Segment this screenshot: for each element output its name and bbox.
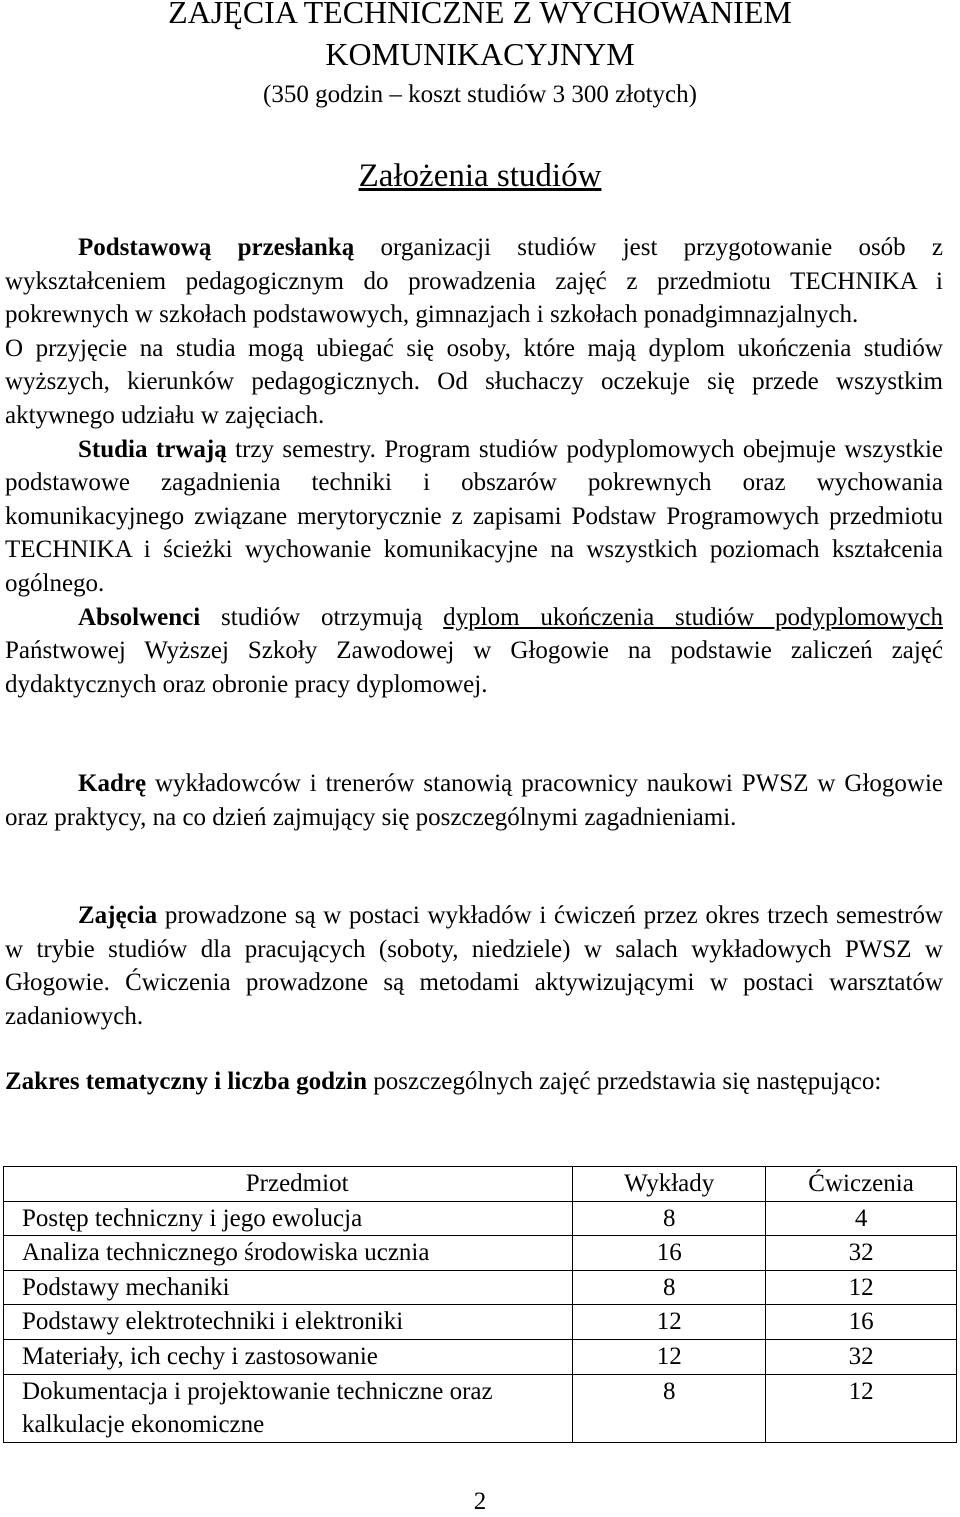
table-cell-exercises: 16 <box>766 1305 957 1340</box>
table-row <box>4 1339 957 1374</box>
paragraph-graduates-text2: Państwowej Wyższej Szkoły Zawodowej w Głogowie na podstawie zaliczeń zajęć dydaktycznych oraz obronie pracy dyplomowej. <box>5 637 943 698</box>
paragraph-premise-lead: Podstawową przesłanką <box>78 234 355 261</box>
table-cell-subject: Podstawy elektrotechniki i elektroniki <box>4 1305 573 1340</box>
table-cell-lectures: 16 <box>573 1236 766 1271</box>
paragraph-scope-lead: Zakres tematyczny i liczba godzin <box>5 1068 367 1095</box>
paragraph-staff <box>5 767 943 834</box>
table-row <box>4 1236 957 1271</box>
intro-paragraph-block <box>5 231 943 701</box>
paragraph-classes-lead: Zajęcia <box>78 902 158 929</box>
table-header-subject: Przedmiot <box>4 1167 573 1202</box>
table-cell-subject: Analiza technicznego środowiska ucznia <box>4 1236 573 1271</box>
table-cell-lectures: 12 <box>573 1339 766 1374</box>
table-row <box>4 1305 957 1340</box>
paragraph-duration <box>5 433 943 601</box>
paragraph-premise-text: organizacji studiów jest przygotowanie osób z wykształceniem pedagogicznym do prowadzenia zajęć z przedmiotu TECHNIKA i pokrewnych w szkołach podstawowych, gimnazjach i szkołach ponadgimnazjalnych. <box>5 234 944 329</box>
paragraph-staff-text: wykładowców i trenerów stanowią pracownicy naukowi PWSZ w Głogowie oraz praktycy, na co dzień zajmujący się poszczególnymi zagadnieniami. <box>5 770 943 831</box>
paragraph-scope-text: poszczególnych zajęć przedstawia się następująco: <box>367 1068 882 1095</box>
document-title-line2: KOMUNIKACYJNYM <box>325 36 635 72</box>
table-cell-exercises: 12 <box>766 1270 957 1305</box>
table-cell-exercises: 4 <box>766 1201 957 1236</box>
paragraph-graduates-diploma: dyplom ukończenia studiów podyplomowych <box>443 603 943 631</box>
section-heading: Założenia studiów <box>358 158 602 194</box>
document-title-line1: ZAJĘCIA TECHNICZNE Z WYCHOWANIEM <box>168 0 792 30</box>
table-cell-subject: Materiały, ich cechy i zastosowanie <box>4 1339 573 1374</box>
document-subtitle: (350 godzin – koszt studiów 3 300 złotych) <box>263 81 697 108</box>
page-number: 2 <box>473 1488 487 1515</box>
table-cell-exercises: 32 <box>766 1236 957 1271</box>
table-cell-subject: Postęp techniczny i jego ewolucja <box>4 1201 573 1236</box>
paragraph-duration-text: trzy semestry. Program studiów podyplomowych obejmuje wszystkie podstawowe zagadnienia techniki i obszarów pokrewnych oraz wychowania komunikacyjnego związane merytorycznie z zapisami Podstaw Programowych przedmiotu TECHNIKA i ścieżki wychowanie komunikacyjne na wszystkich poziomach kształcenia ogólnego. <box>5 435 943 597</box>
paragraph-admission: O przyjęcie na studia mogą ubiegać się osoby, które mają dyplom ukończenia studiów wyższych, kierunków pedagogicznych. Od słuchaczy oczekuje się przede wszystkim aktywnego udziału w zajęciach. <box>5 334 943 429</box>
table-header-lectures: Wykłady <box>573 1167 766 1202</box>
table-cell-lectures: 8 <box>573 1374 766 1442</box>
table-cell-lectures: 8 <box>573 1201 766 1236</box>
paragraph-classes-text: prowadzone są w postaci wykładów i ćwiczeń przez okres trzech semestrów w trybie studiów dla pracujących (soboty, niedziele) w salach wykładowych PWSZ w Głogowie. Ćwiczenia prowadzone są metodami aktywizującymi w postaci warsztatów zadaniowych. <box>5 902 943 1030</box>
table-header-exercises: Ćwiczenia <box>766 1167 957 1202</box>
subjects-table <box>3 1166 957 1443</box>
table-cell-lectures: 12 <box>573 1305 766 1340</box>
table-row <box>4 1374 957 1442</box>
table-cell-subject: Dokumentacja i projektowanie techniczne oraz kalkulacje ekonomiczne <box>4 1374 573 1442</box>
paragraph-scope <box>5 1065 943 1099</box>
paragraph-graduates <box>5 601 943 702</box>
table-cell-exercises: 32 <box>766 1339 957 1374</box>
table-row <box>4 1201 957 1236</box>
paragraph-graduates-lead: Absolwenci <box>78 603 201 631</box>
paragraph-classes <box>5 899 943 1033</box>
table-cell-exercises: 12 <box>766 1374 957 1442</box>
table-row <box>4 1270 957 1305</box>
table-cell-lectures: 8 <box>573 1270 766 1305</box>
paragraph-staff-lead: Kadrę <box>78 770 147 797</box>
paragraph-duration-lead: Studia trwają <box>78 435 227 463</box>
paragraph-premise <box>5 231 943 332</box>
table-header-row <box>4 1167 957 1202</box>
table-cell-subject: Podstawy mechaniki <box>4 1270 573 1305</box>
paragraph-graduates-text1: studiów otrzymują <box>200 603 444 631</box>
